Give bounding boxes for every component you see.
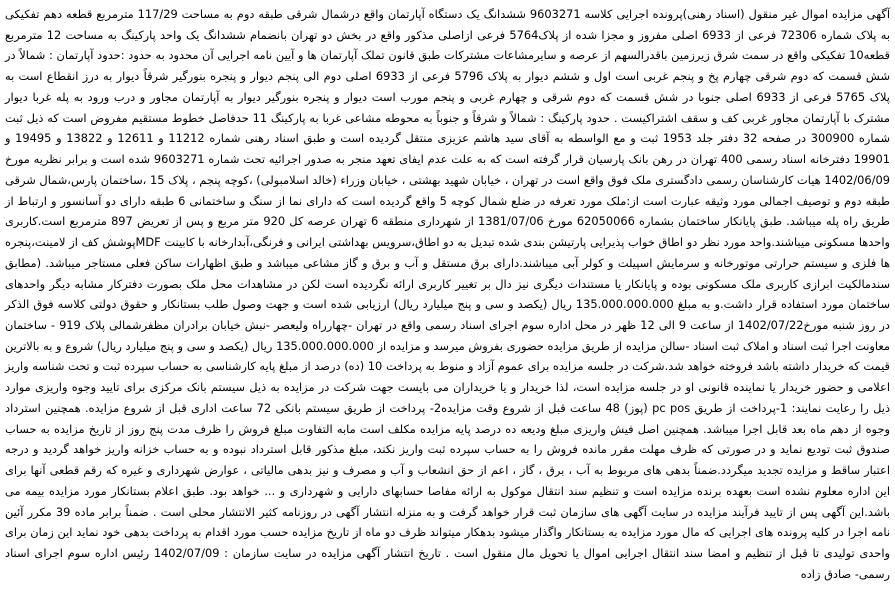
auction-notice-text: آگهی مزایده اموال غیر منقول (اسناد رهنی)پرونده اجرایی کلاسه 9603271 ششدانگ یک دستگاه آپارتمان واقع درشمال شرقی طبقه دوم به مساحت 117/29 مترمربع قطعه دهم تفکیکی به پلاک شماره 72306 فرعی از 6933 اصلی مفروز و مجزا شده از پلاک5764 فرعی ازاصلی مذکور واقع در بخش دو تهران بانضمام ششدانگ یک واحد پارکینگ به مساحت 12 مترمربع قطعه10 تفکیکی واقع در سمت شرق زیرزمین باقدرالسهم از عرصه و سایرمشاعات مشترکات طبق قانون تملک آپارتمان ها و آیین نامه اجرایی آن محدود به حدود :حدود آپارتمان : شمالاً در شش قسمت که دوم شرقی چهارم پخ و پنجم غربی است اول و ششم دیوار به پلاک 5796 فرعی از 6933 اصلی دوم الی پنجم دیوار و پنجره بنورگیر شرقاً دیوار به درز انقطاع است به پلاک 5765 فرعی از 6933 اصلی جنوبا در شش قسمت که دوم شرقی و چهارم غربی و پنجم مورب است دیوار و پنجره بنورگیر دیوار به آپارتمان مجاور و درب ورود به پله غربا دیوار مشترک با آپارتمان مجاور غربی کف و سقف اشتراکیست . حدود پارکینگ : شمالاً و شرقاً و جنوباً به محوطه مشاعی غربا به پارکینگ 11 حدفاصل خطوط مستقیم مفروض است که ذیل ثبت شماره 300900 در صفحه 32 دفتر جلد 1953 ثبت و مع الواسطه به آقای سید هاشم عزیزی منتقل گردیده است و طبق اسناد رهنی شماره 11212 و 12611 و 13822 و 19495 و 19901 دفترخانه اسناد رسمی 400 تهران در رهن بانک پارسیان قرار گرفته است که به علت عدم ایفای تعهد منجر به صدور اجرائیه تحت شماره 9603271 شده است و برابر نظریه مورخ 1402/06/09 هیات کارشناسان رسمی دادگستری ملک فوق واقع است در تهران ، خیابان شهید بهشتی ، خیابان وزراء (خالد اسلامبولی) ،کوچه پنجم ، پلاک 15 ،ساختمان پارس،شمال شرقی طبقه دوم و توصیف اجمالی مورد وثیقه عبارت است از:ملک مورد تعرفه در ضلع شمال کوچه 5 واقع گردیده است که دارای نما از سنگ و ساختمانی 6 طبقه دارای دو آسانسور و ارتباط از طریق راه پله میباشد. طبق پایانکار ساختمان بشماره 62050066 مورخ 1381/07/06 از شهرداری منطقه 6 تهران عرصه کل 920 متر مربع و پس از تعریض 897 مترمربع است.کاربری واحدها مسکونی میباشند.واحد مورد نظر دو اطاق خواب پذیرایی پارتیشن بندی شده تبدیل به دو اطاق،سرویس بهداشتی ایرانی و فرنگی،آبدارخانه با کابینت MDFپوشش کف از لامینت،پنجره ها فلزی و سیستم حرارتی موتورخانه و سرمایش اسپیلت و کولر آبی میباشند.دارای برق مستقل و آب و برق و گاز مشاعی میباشد و طبق اظهارات ساکن فعلی مستاجر میباشد. (مطابق سندمالکیت ابرازی کاربری ملک مسکونی بوده و پایانکار یا مستندات دیگری نیز دال بر تغییر کاربری ارائه نگردیده است لکن در مشاهدات محل ملک بصورت دفترکار مشابه دیگر واحدهای ساختمان مورد استفاده قرار داشت.و به مبلغ 135.000.000.000 ریال (یکصد و سی و پنج میلیارد ریال) ارزیابی شده است و جهت وصول طلب بستانکار و حقوق دولتی کلاسه فوق الذکر در روز شنبه مورخ1402/07/22 از ساعت 9 الی 12 ظهر در محل اداره سوم اجرای اسناد رسمی واقع در تهران -چهارراه ولیعصر -نبش خیابان برادران مظفرشمالی پلاک 919 - ساختمان معاونت اجرا ثبت اسناد و املاک ثبت اسناد -سالن مزایده از طریق مزایده حضوری بفروش میرسد و مزایده از 135.000.000.000 ریال (یکصد و سی و پنج میلیارد ریال) شروع و به بالاترین قیمت که خریدار داشته باشد فروخته خواهد شد.شرکت در جلسه مزایده برای عموم آزاد و منوط به پرداخت 10 (ده) درصد از مبلغ پایه کارشناسی به حساب سپرده ثبت و تحت شناسه واریز اعلامی و حضور خریدار یا نماینده قانونی او در جلسه مزایده است، لذا خریدار و یا خریداران می بایست جهت شرکت در مزایده به ذیل سیستم بانک مرکزی برای تایید وجوه واریزی موارد ذیل را رعایت نمایند: 1-پرداخت از طریق pc pos (پوز) 48 ساعت قبل از شروع وقت مزایده2- پرداخت از طریق سیستم بانکی 72 ساعت اداری قبل از شروع مزایده. همچنین استرداد وجوه از دهم ماه بعد قابل اجرا میباشد. همچنین اصل فیش واریزی مبلغ ودیعه ده درصد پایه مزایده مکلف است مابه التفاوت مبلغ فروش را ظرف مدت پنج روز از تاریخ مزایده به حساب صندوق ثبت تودیع نماید و در صورتی که ظرف مهلت مقرر مانده فروش را به حساب سپرده ثبت واریز نکند، مبلغ مذکور قابل استرداد نبوده و به حساب خزانه واریز خواهد گردید و درجه اعتبار ساقط و مزایده تجدید میگردد.ضمناً بدهی های مربوط به آب ، برق ، گاز ، اعم از حق انشعاب و آب و مصرف و نیز بدهی مالیاتی ، عوارض شهرداری و غیره که رقم قطعی آنها برای این اداره معلوم نشده است بعهده برنده مزایده است و تنظیم سند انتقال موکول به ارائه مفاصا حسابهای دارایی و شهرداری و ... خواهد بود. طبق اعلام بستانکار مورد مزایده بیمه می باشد.این آگهی پس از تایید فرآیند مزایده در سایت آگهی های سازمان ثبت قرار خواهد گرفت و به منزله انتشار آگهی در روزنامه کثیر الانتشار محلی است . ضمناً برابر ماده 39 مکرر آئین نامه اجرا در کلیه پرونده های اجرایی که مال مورد مزایده به بستانکار واگذار میشود بدهکار میتواند ظرف دو ماه از تاریخ مزایده حسب مورد اقدام به پرداخت بدهی خود نماید این زمان برای واحدی تولیدی تا قبل از تنظیم و امضا سند انتقال اجرایی اموال یا تحویل مال منقول است . تاریخ انتشار آگهی مزایده در سایت سازمان : 1402/07/09 رئیس اداره سوم اجرای اسناد رسمی- صادق زاده xyxy=(5,7,891,581)
